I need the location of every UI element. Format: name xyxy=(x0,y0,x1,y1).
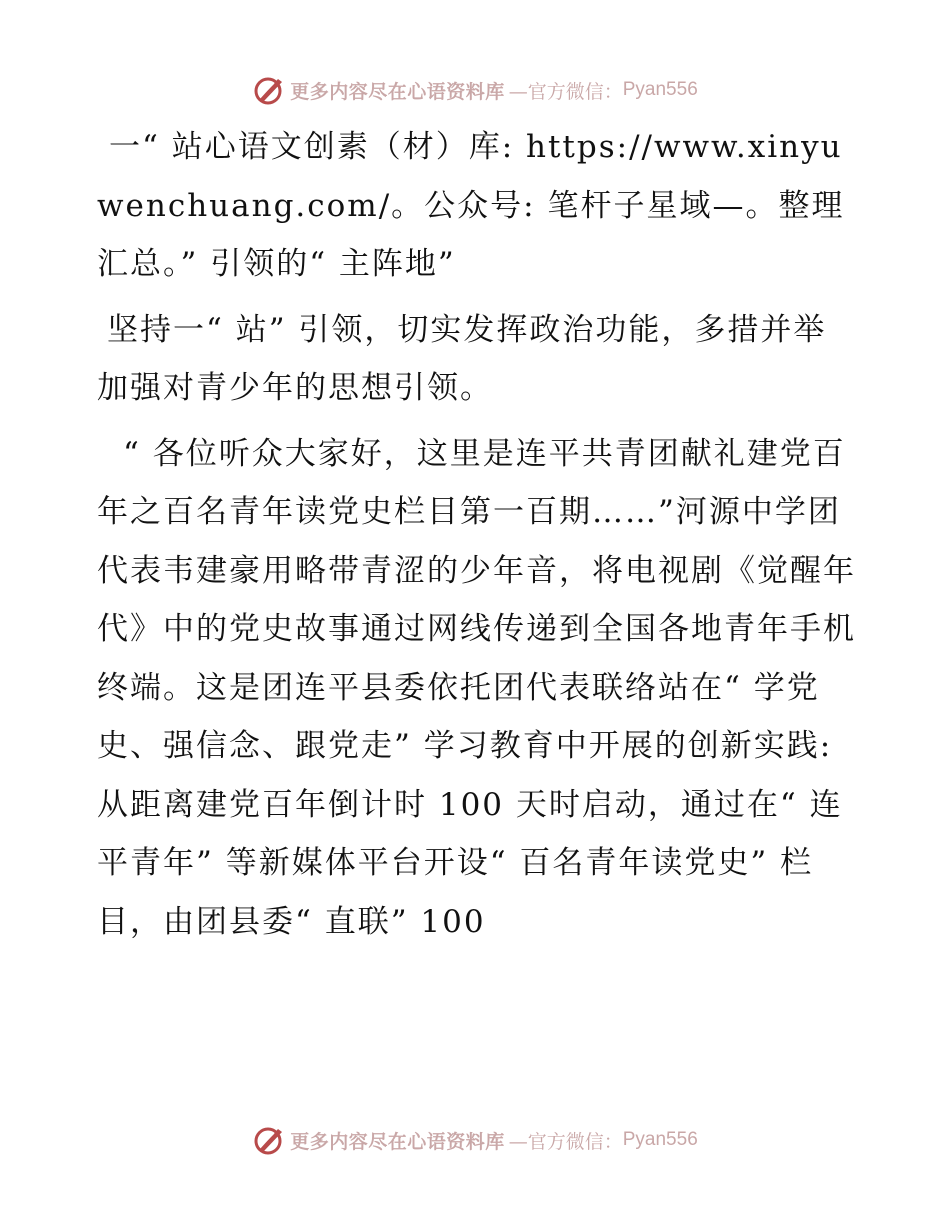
watermark-brand-text: 更多内容尽在心语资料库 xyxy=(290,1130,505,1153)
feather-pen-logo-icon xyxy=(252,1123,286,1157)
watermark-wechat-id: Pyan556 xyxy=(622,79,698,100)
paragraph-radio-story: “ 各位听众大家好，这里是连平共青团献礼建党百年之百名青年读党史栏目第一百期……”河源中学团代表韦建豪用略带青涩的少年音，将电视剧《觉醒年代》中的党史故事通过网线传递到全国各地青年手机终端。这是团连平县委依托团代表联络站在“ 学党史、强信念、跟党走” 学习教育中开展的创新实践: 从距离建党百年倒计时 100 天时启动，通过在“ 连平青年” 等新媒体平台开设“ 百名青年读党史” 栏目，由团县委“ 直联” 100 xyxy=(97,435,856,940)
footer-watermark xyxy=(0,1120,950,1160)
header-watermark xyxy=(0,70,950,110)
paragraph-station-lead: 坚持一“ 站” 引领，切实发挥政治功能，多措并举加强对青少年的思想引领。 xyxy=(97,311,827,406)
watermark-wechat-label: —官方微信： xyxy=(508,1130,623,1153)
watermark-wechat-label: —官方微信： xyxy=(508,80,623,103)
watermark-brand-text: 更多内容尽在心语资料库 xyxy=(290,80,505,103)
feather-pen-logo-icon xyxy=(252,73,286,107)
paragraph-intro: 一“ 站心语文创素（材）库: https://www.xinyuwenchuang.com/。公众号: 笔杆子星域—。整理汇总。” 引领的“ 主阵地” xyxy=(97,129,845,282)
watermark-wechat-id: Pyan556 xyxy=(622,1129,698,1150)
document-body xyxy=(97,118,857,951)
